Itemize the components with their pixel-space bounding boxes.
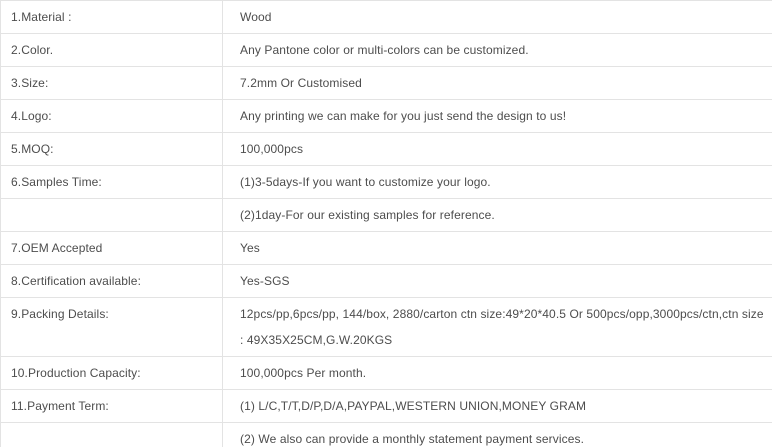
spec-value-cell: 100,000pcs Per month. <box>223 357 772 390</box>
spec-value-cell: 7.2mm Or Customised <box>223 67 772 100</box>
spec-value-cell: Any Pantone color or multi-colors can be customized. <box>223 34 772 67</box>
spec-label-cell: 3.Size: <box>1 67 223 100</box>
spec-row <box>1 232 772 265</box>
spec-table-body <box>1 1 772 447</box>
spec-value-cell: 100,000pcs <box>223 133 772 166</box>
spec-value-cell: Yes <box>223 232 772 265</box>
spec-value-cell: (2) We also can provide a monthly statement payment services. <box>223 423 772 447</box>
spec-value-cell: Any printing we can make for you just send the design to us! <box>223 100 772 133</box>
spec-label-cell: 1.Material : <box>1 1 223 34</box>
spec-row <box>1 133 772 166</box>
spec-value-cell: (1) L/C,T/T,D/P,D/A,PAYPAL,WESTERN UNION,MONEY GRAM <box>223 390 772 423</box>
spec-row <box>1 34 772 67</box>
spec-label-cell: 4.Logo: <box>1 100 223 133</box>
spec-row <box>1 298 772 357</box>
spec-label-cell: 5.MOQ: <box>1 133 223 166</box>
spec-label-cell: 7.OEM Accepted <box>1 232 223 265</box>
spec-label-cell: 9.Packing Details: <box>1 298 223 357</box>
spec-row <box>1 1 772 34</box>
spec-value-cell: (2)1day-For our existing samples for reference. <box>223 199 772 232</box>
spec-label-cell <box>1 423 223 447</box>
spec-value-cell: Yes-SGS <box>223 265 772 298</box>
spec-row <box>1 199 772 232</box>
spec-row <box>1 166 772 199</box>
spec-row <box>1 100 772 133</box>
spec-value-cell: Wood <box>223 1 772 34</box>
spec-row <box>1 423 772 447</box>
spec-value-cell: 12pcs/pp,6pcs/pp, 144/box, 2880/carton ctn size:49*20*40.5 Or 500pcs/opp,3000pcs/ctn,ctn size : 49X35X25CM,G.W.20KGS <box>223 298 772 357</box>
spec-label-cell: 11.Payment Term: <box>1 390 223 423</box>
spec-label-cell <box>1 199 223 232</box>
spec-label-cell: 6.Samples Time: <box>1 166 223 199</box>
spec-row <box>1 265 772 298</box>
spec-value-cell: (1)3-5days-If you want to customize your logo. <box>223 166 772 199</box>
spec-label-cell: 8.Certification available: <box>1 265 223 298</box>
spec-row <box>1 67 772 100</box>
spec-row <box>1 390 772 423</box>
spec-label-cell: 2.Color. <box>1 34 223 67</box>
spec-row <box>1 357 772 390</box>
spec-label-cell: 10.Production Capacity: <box>1 357 223 390</box>
